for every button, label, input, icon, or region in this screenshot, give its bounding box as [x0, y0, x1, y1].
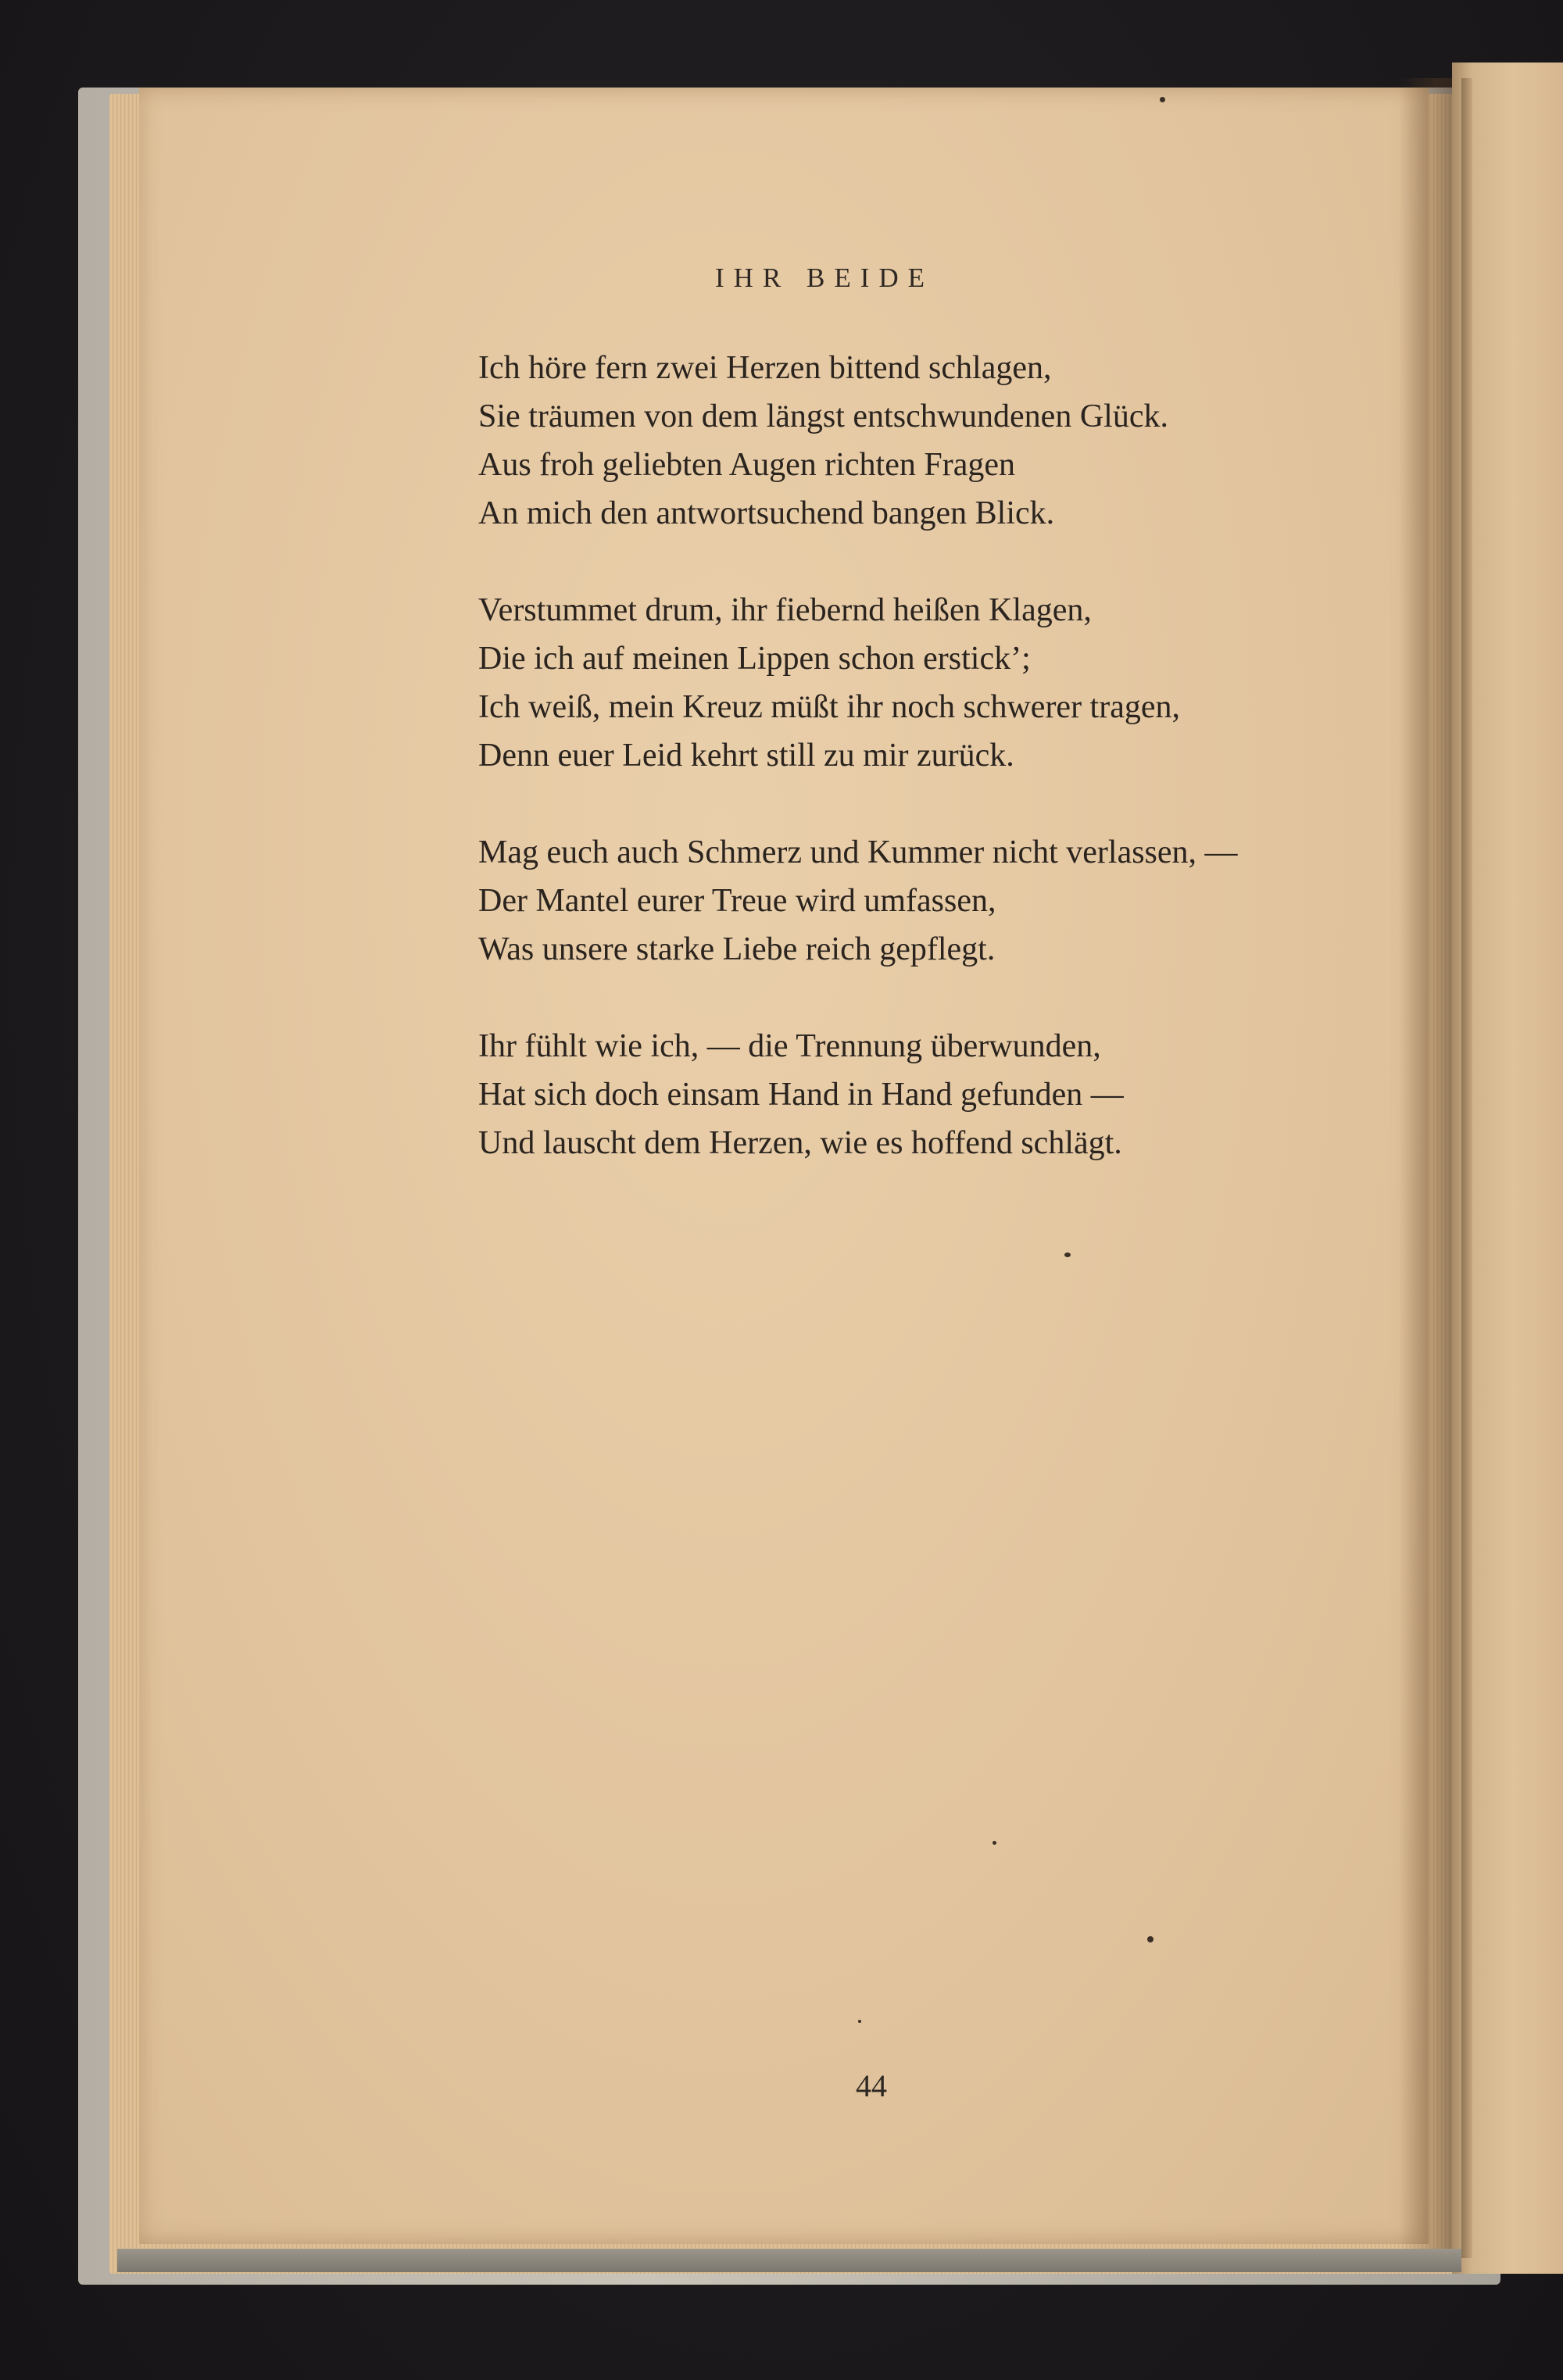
poem-body: [478, 344, 1385, 1216]
stanza-1: [478, 344, 1385, 538]
paper-speck: [1147, 1936, 1153, 1942]
poem-title: IHR BEIDE: [714, 263, 935, 293]
poem-line: Ich weiß, mein Kreuz müßt ihr noch schwerer tragen,: [478, 689, 1180, 725]
paper-speck: [1160, 97, 1165, 102]
poem-line: Was unsere starke Liebe reich gepflegt.: [478, 931, 996, 967]
poem-line: Aus froh geliebten Augen richten Fragen: [478, 447, 1015, 483]
poem-line: Hat sich doch einsam Hand in Hand gefunden —: [478, 1077, 1124, 1113]
paper-speck: [993, 1841, 996, 1845]
poem-line: Sie träumen von dem längst entschwundenen Glück.: [478, 398, 1168, 434]
poem-line: Und lauscht dem Herzen, wie es hoffend schlägt.: [478, 1125, 1122, 1161]
facing-page-edge: [1461, 78, 1472, 2258]
stanza-4: [478, 1022, 1385, 1167]
poem-line: Die ich auf meinen Lippen schon erstick’;: [478, 641, 1031, 677]
poem-line: Ich höre fern zwei Herzen bittend schlagen,: [478, 350, 1052, 386]
poem-line: Mag euch auch Schmerz und Kummer nicht verlassen, —: [478, 834, 1238, 870]
stanza-3: [478, 828, 1385, 974]
stanza-2: [478, 586, 1385, 780]
poem-line: Verstummet drum, ihr fiebernd heißen Klagen,: [478, 592, 1092, 628]
paper-speck: [858, 2020, 861, 2023]
poem-line: Ihr fühlt wie ich, — die Trennung überwunden,: [478, 1028, 1101, 1064]
poem-line: An mich den antwortsuchend bangen Blick.: [478, 495, 1055, 531]
poem-line: Denn euer Leid kehrt still zu mir zurück.: [478, 738, 1014, 774]
book-bottom-edge: [117, 2249, 1461, 2272]
poem-line: Der Mantel eurer Treue wird umfassen,: [478, 883, 996, 919]
paper-speck: [1064, 1253, 1071, 1257]
page-number: 44: [856, 2068, 887, 2103]
